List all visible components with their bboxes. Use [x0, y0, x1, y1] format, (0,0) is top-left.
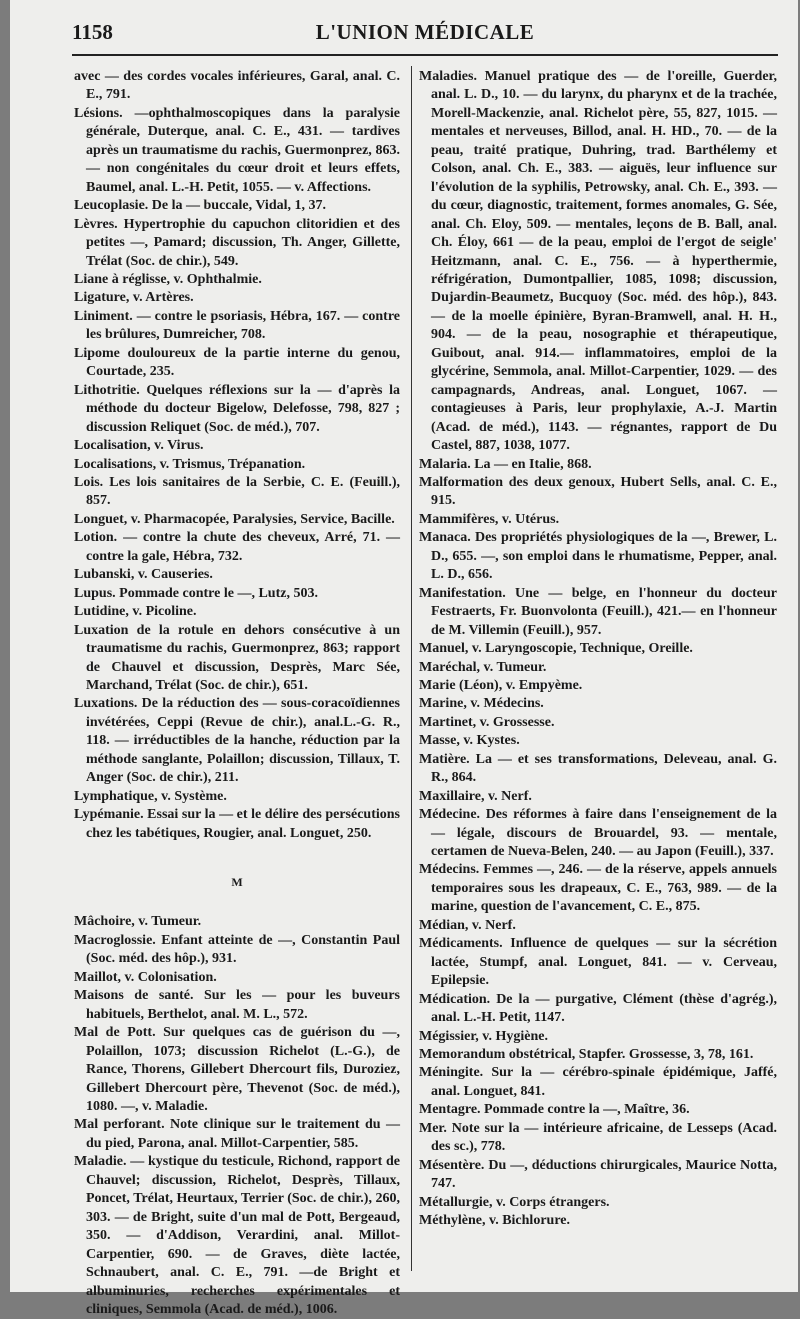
section-letter: M: [231, 875, 243, 890]
index-entry: Martinet, v. Grossesse.: [419, 714, 555, 730]
index-entry: Lutidine, v. Picoline.: [74, 604, 197, 620]
index-entry: Mer. Note sur la — intérieure africaine, de Lesseps (Acad. des sc.), 778.: [419, 1120, 777, 1155]
page-number: 1158: [72, 20, 113, 44]
index-entry: Maillot, v. Colonisation.: [74, 969, 217, 985]
index-entry: Lésions. —ophthalmoscopiques dans la paralysie générale, Duterque, anal. C. E., 431. — tardives après un traumatisme du rachis, Guermonprez, 863. — non congénitales du cœur droit et leurs effets, Baumel, anal. L.-H. Petit, 1055. — v. Affections.: [74, 105, 400, 195]
index-entry: Maréchal, v. Tumeur.: [419, 659, 547, 675]
index-entry: Lymphatique, v. Système.: [74, 788, 227, 804]
index-entry: Lipome douloureux de la partie interne du genou, Courtade, 235.: [74, 345, 400, 380]
index-entry: Mentagre. Pommade contre la —, Maître, 36.: [419, 1102, 690, 1118]
index-entry: Lèvres. Hypertrophie du capuchon clitoridien et des petites —, Pamard; discussion, Th. Anger, Gillette, Trélat (Soc. de chir.), 549.: [74, 216, 400, 269]
index-entry: Matière. La — et ses transformations, Deleveau, anal. G. R., 864.: [419, 751, 777, 786]
index-entry: Luxations. De la réduction des — sous-coracoïdiennes invétérées, Ceppi (Revue de chir.), anal.L.-G. R., 118. — irréductibles de la hanche, réduction par la méthode sanglante, Polaillon; discussion, Tillaux, T. Anger (Soc. de chir.), 211.: [74, 696, 400, 786]
book-page: [10, 0, 798, 1317]
index-entry: Mégissier, v. Hygiène.: [419, 1028, 548, 1044]
index-entry: Médicaments. Influence de quelques — sur la sécrétion lactée, Stumpf, anal. Longuet, 841. — v. Cerveau, Epilepsie.: [419, 936, 777, 989]
index-entry: avec — des cordes vocales inférieures, Garal, anal. C. E., 791.: [74, 69, 400, 103]
header-rule: [72, 54, 778, 56]
index-entry: Méthylène, v. Bichlorure.: [419, 1213, 570, 1229]
index-entry: Médecins. Femmes —, 246. — de la réserve, appels annuels temporaires sous les drapeaux, C. E., 763, 989. — de la marine, question de l'avancement, C. E., 875.: [419, 862, 777, 915]
index-entry: Lypémanie. Essai sur la — et le délire des persécutions chez les tabétiques, Rougier, anal. Longuet, 250.: [74, 807, 400, 841]
column-divider: [411, 66, 412, 1271]
index-entry: Méningite. Sur la — cérébro-spinale épidémique, Jaffé, anal. Longuet, 841.: [419, 1065, 777, 1099]
index-entry: Luxation de la rotule en dehors consécutive à un traumatisme du rachis, Guermonprez, 863; rapport de Chauvel et discussion, Desprès, Marc Sée, Marchand, Trélat (Soc. de chir.), 651.: [74, 622, 400, 693]
index-entry: Longuet, v. Pharmacopée, Paralysies, Service, Bacille.: [74, 511, 395, 527]
index-entry: Marine, v. Médecins.: [419, 696, 544, 712]
index-entry: Maxillaire, v. Nerf.: [419, 788, 532, 804]
left-column: [74, 68, 400, 1319]
index-entry: Métallurgie, v. Corps étrangers.: [419, 1194, 610, 1210]
index-entry: Masse, v. Kystes.: [419, 733, 520, 749]
index-entry: Mammifères, v. Utérus.: [419, 511, 560, 527]
index-entry: Malaria. La — en Italie, 868.: [419, 456, 592, 472]
index-entry: Macroglossie. Enfant atteinte de —, Constantin Paul (Soc. méd. des hôp.), 931.: [74, 932, 400, 967]
index-entry: Ligature, v. Artères.: [74, 290, 194, 306]
index-entry: Manaca. Des propriétés physiologiques de la —, Brewer, L. D., 655. —, son emploi dans le rhumatisme, Pepper, anal. L. D., 656.: [419, 530, 777, 583]
journal-title: L'UNION MÉDICALE: [315, 20, 535, 44]
index-entry: Mâchoire, v. Tumeur.: [74, 914, 202, 930]
index-entry: Malformation des deux genoux, Hubert Sells, anal. C. E., 915.: [419, 474, 777, 509]
index-entry: Memorandum obstétrical, Stapfer. Grossesse, 3, 78, 161.: [419, 1047, 754, 1063]
index-entry: Lithotritie. Quelques réflexions sur la — d'après la méthode du docteur Bigelow, Delefosse, 798, 827 ; discussion Reliquet (Soc. de méd.), 707.: [74, 382, 400, 435]
right-column: [419, 68, 777, 1231]
running-header: [72, 20, 778, 48]
index-entry: Maladies. Manuel pratique des — de l'oreille, Guerder, anal. L. D., 10. — du larynx, du pharynx et de la trachée, Morell-Mackenzie, anal. Richelot père, 55, 827, 1015. — mentales et nerveuses, Billod, anal. H. HD., 70. — de la peau, traité pratique, Duhring, trad. Barthélemy et Colson, anal. Ch. E., 383. — aiguës, leur influence sur l'évolution de la syphilis, Petrowsky, anal. Ch. E., 393. — du cœur, diagnostic, traitement, formes anomales, G. Sée, anal. Ch. Eloy, 509. — mentales, leçons de B. Ball, anal. Ch. Éloy, 661 — de la peau, emploi de l'ergot de seigle' Heitzmann, anal. C. E., 756. — à hyperthermie, réfrigération, Dumontpallier, 1085, 1098; discussion, Dujardin-Beaumetz, Bucquoy (Soc. méd. des hôp.), 843. — de la moelle épinière, Byran-Bramwell, anal. H. H., 904. — de la peau, nosographie et thérapeutique, Guibout, anal. 914.— inflammatoires, emploi de la glycérine, Semmola, anal. Millot-Carpentier, 1029. — des campagnards, Andreas, anal. Longuet, 1067. — contagieuses à Paris, leur prophylaxie, A.-J. Martin (Acad. de méd.), 1143. — régnantes, rapport de Du Castel, 887, 1038, 1077.: [419, 69, 777, 454]
index-entry: Localisation, v. Virus.: [74, 438, 204, 454]
index-entry: Médication. De la — purgative, Clément (thèse d'agrég.), anal. L.-H. Petit, 1147.: [419, 991, 777, 1026]
index-entry: Liniment. — contre le psoriasis, Hébra, 167. — contre les brûlures, Dumreicher, 708.: [74, 308, 400, 343]
index-entry: Maladie. — kystique du testicule, Richond, rapport de Chauvel; discussion, Richelot, Desprès, Tillaux, Poncet, Trélat, Heurtaux, Terrier (Soc. de chir.), 260, 303. — de Bright, suite d'un mal de Pott, Bergeaud, 350. — d'Addison, Verardini, anal. Millot-Carpentier, 690. — de Graves, diète lactée, Schnaubert, anal. C. E., 791. —de Bright et albuminuries, recherches expérimentales et cliniques, Semmola (Acad. de méd.), 1006.: [74, 1154, 400, 1317]
index-entry: Manifestation. Une — belge, en l'honneur du docteur Festraerts, Fr. Buonvolonta (Feuill.), 421.— en l'honneur de M. Villemin (Feuill.), 957.: [419, 585, 777, 638]
index-entry: Marie (Léon), v. Empyème.: [419, 677, 583, 693]
index-entry: Manuel, v. Laryngoscopie, Technique, Oreille.: [419, 641, 693, 657]
index-entry: Maisons de santé. Sur les — pour les buveurs habituels, Berthelot, anal. M. L., 572.: [74, 988, 400, 1022]
index-entry: Lupus. Pommade contre le —, Lutz, 503.: [74, 585, 318, 601]
index-entry: Leucoplasie. De la — buccale, Vidal, 1, 37.: [74, 198, 326, 214]
index-entry: Médecine. Des réformes à faire dans l'enseignement de la — légale, discours de Brouardel, 93. — mentale, certamen de Nueva-Belen, 240. — au Japon (Feuill.), 337.: [419, 807, 777, 860]
index-entry: Mésentère. Du —, déductions chirurgicales, Maurice Notta, 747.: [419, 1157, 777, 1192]
index-entry: Liane à réglisse, v. Ophthalmie.: [74, 271, 262, 287]
index-entry: Localisations, v. Trismus, Trépanation.: [74, 456, 306, 472]
index-entry: Lotion. — contre la chute des cheveux, Arré, 71. — contre la gale, Hébra, 732.: [74, 530, 400, 564]
index-entry: Mal de Pott. Sur quelques cas de guérison du —, Polaillon, 1073; discussion Richelot (L.-G.), de Rance, Thorens, Gillebert Dhercourt fils, Duroziez, Gillebert Dhercourt père, Thevenot (Soc. de méd.), 1080. —, v. Maladie.: [74, 1025, 400, 1115]
index-entry: Médian, v. Nerf.: [419, 917, 516, 933]
index-entry: Mal perforant. Note clinique sur le traitement du — du pied, Parona, anal. Millot-Carpentier, 585.: [74, 1117, 400, 1151]
index-entry: Lubanski, v. Causeries.: [74, 567, 213, 583]
index-entry: Lois. Les lois sanitaires de la Serbie, C. E. (Feuill.), 857.: [74, 474, 400, 509]
